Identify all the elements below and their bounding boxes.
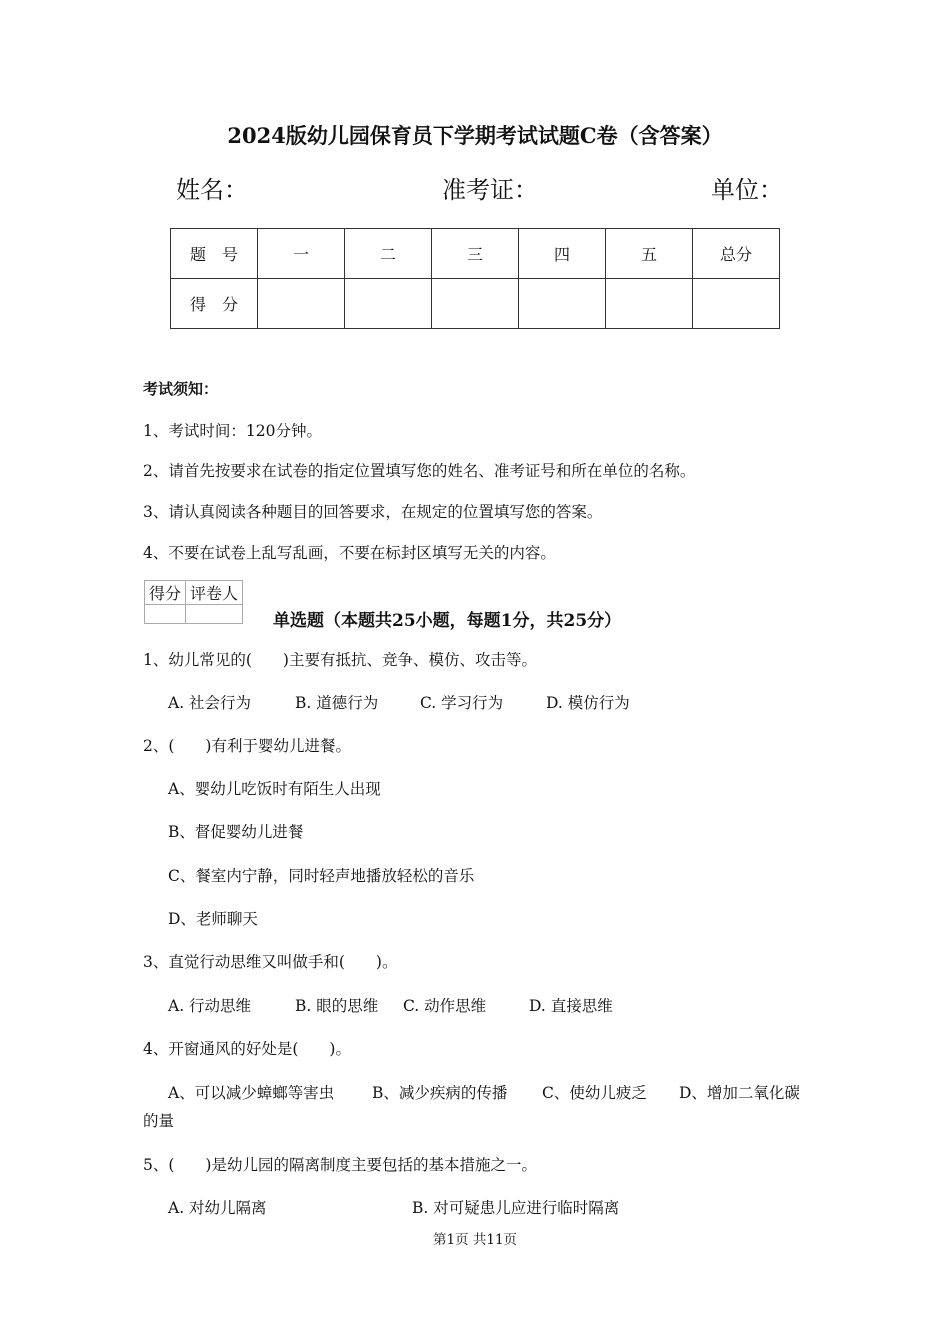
notice-item: 1、考试时间：120分钟。 (143, 422, 322, 440)
score-header-cell: 题 号 (171, 229, 258, 279)
question-stem: 4、开窗通风的好处是( )。 (143, 1040, 351, 1058)
exam-id-field-label: 准考证： (442, 176, 538, 204)
score-row-label: 得 分 (171, 279, 258, 329)
score-cell[interactable] (519, 279, 606, 329)
score-header-cell: 三 (432, 229, 519, 279)
option-d[interactable]: D. 直接思维 (529, 997, 613, 1015)
unit-field-label: 单位： (711, 176, 783, 204)
grader-name-cell[interactable] (186, 605, 243, 624)
score-table-header-row (171, 229, 780, 279)
option-a[interactable]: A. 行动思维 (168, 997, 252, 1015)
option-d[interactable]: D、增加二氧化碳 (679, 1084, 800, 1102)
option-b[interactable]: B、减少疾病的传播 (372, 1084, 508, 1102)
score-cell[interactable] (345, 279, 432, 329)
option-c[interactable]: C. 学习行为 (420, 694, 504, 712)
score-header-cell: 总分 (693, 229, 780, 279)
option-b[interactable]: B、督促婴幼儿进餐 (168, 823, 304, 841)
notice-item: 4、不要在试卷上乱写乱画，不要在标封区填写无关的内容。 (143, 544, 556, 562)
section-title: 单选题（本题共25小题，每题1分，共25分） (273, 611, 622, 631)
score-table (170, 228, 780, 329)
option-b[interactable]: B. 道德行为 (295, 694, 379, 712)
page-title: 2024版幼儿园保育员下学期考试试题C卷（含答案） (227, 123, 723, 148)
notice-heading: 考试须知： (143, 380, 219, 398)
score-cell[interactable] (432, 279, 519, 329)
score-header-cell: 四 (519, 229, 606, 279)
option-a[interactable]: A、可以减少蟑螂等害虫 (168, 1084, 335, 1102)
option-a[interactable]: A. 社会行为 (168, 694, 252, 712)
question-stem: 3、直觉行动思维又叫做手和( )。 (143, 953, 398, 971)
option-a[interactable]: A. 对幼儿隔离 (168, 1199, 267, 1217)
notice-item: 2、请首先按要求在试卷的指定位置填写您的姓名、准考证号和所在单位的名称。 (143, 462, 696, 480)
score-header-cell: 五 (606, 229, 693, 279)
score-table-score-row (171, 279, 780, 329)
score-header-cell: 二 (345, 229, 432, 279)
question-stem: 2、( )有利于婴幼儿进餐。 (143, 737, 351, 755)
option-a[interactable]: A、婴幼儿吃饭时有陌生人出现 (168, 780, 381, 798)
option-c[interactable]: C. 动作思维 (403, 997, 487, 1015)
question-stem: 5、( )是幼儿园的隔离制度主要包括的基本措施之一。 (143, 1156, 537, 1174)
option-c[interactable]: C、使幼儿疲乏 (542, 1084, 647, 1102)
grader-score-label: 得分 (145, 581, 186, 605)
option-d[interactable]: D. 模仿行为 (546, 694, 630, 712)
score-cell[interactable] (606, 279, 693, 329)
score-header-cell: 一 (258, 229, 345, 279)
option-b[interactable]: B. 眼的思维 (295, 997, 379, 1015)
grader-score-cell[interactable] (145, 605, 186, 624)
score-cell[interactable] (258, 279, 345, 329)
question-stem: 1、幼儿常见的( )主要有抵抗、竞争、模仿、攻击等。 (143, 651, 537, 669)
option-d[interactable]: D、老师聊天 (168, 910, 258, 928)
page-footer: 第1页 共11页 (432, 1232, 518, 1248)
option-c[interactable]: C、餐室内宁静，同时轻声地播放轻松的音乐 (168, 867, 475, 885)
grader-table (144, 580, 243, 624)
option-d-continuation: 的量 (143, 1112, 175, 1130)
grader-name-label: 评卷人 (186, 581, 243, 605)
score-cell[interactable] (693, 279, 780, 329)
option-b[interactable]: B. 对可疑患儿应进行临时隔离 (412, 1199, 620, 1217)
name-field-label: 姓名： (176, 176, 248, 204)
notice-item: 3、请认真阅读各种题目的回答要求，在规定的位置填写您的答案。 (143, 503, 603, 521)
